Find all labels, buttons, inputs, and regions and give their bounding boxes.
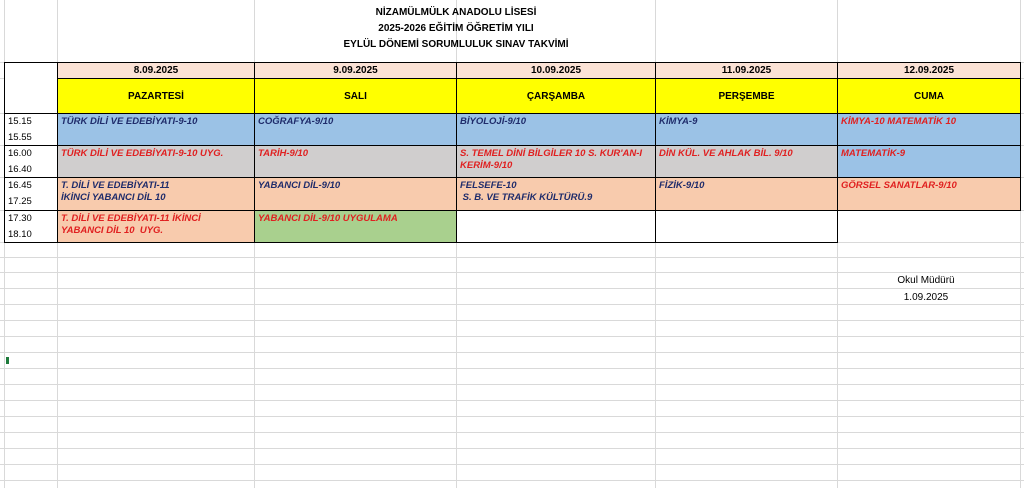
date-header-cell[interactable]: 12.09.2025 — [837, 62, 1021, 79]
time-end: 16.40 — [8, 164, 32, 175]
exam-subject-text: YABANCI DİL-9/10 UYGULAMA — [258, 213, 398, 224]
grid-line — [0, 384, 1024, 385]
exam-subject-text: KİMYA-10 MATEMATİK 10 — [841, 116, 957, 127]
exam-subject-text: TÜRK DİLİ VE EDEBİYATI-9-10 UYG. — [61, 148, 224, 159]
day-header-cell[interactable]: ÇARŞAMBA — [456, 78, 656, 114]
exam-subject-text: S. B. VE TRAFİK KÜLTÜRÜ.9 — [460, 192, 593, 203]
exam-cell[interactable] — [655, 113, 838, 146]
time-slot-cell[interactable] — [4, 210, 58, 243]
exam-subject-text: DİN KÜL. VE AHLAK BİL. 9/10 — [659, 148, 793, 159]
exam-subject-text: T. DİLİ VE EDEBİYATI-11 İKİNCİ — [61, 213, 201, 224]
school-name: NİZAMÜLMÜLK ANADOLU LİSESİ — [375, 7, 537, 18]
exam-cell[interactable] — [57, 113, 255, 146]
exam-subject-text: KİMYA-9 — [659, 116, 698, 127]
exam-subject-text: T. DİLİ VE EDEBİYATI-11 — [61, 180, 170, 191]
exam-subject-text: TÜRK DİLİ VE EDEBİYATI-9-10 — [61, 116, 198, 127]
row-indicator — [6, 357, 9, 364]
grid-line — [0, 336, 1024, 337]
exam-subject-text: TARİH-9/10 — [258, 148, 308, 159]
exam-subject-text: BİYOLOJİ-9/10 — [460, 116, 526, 127]
date-header-cell[interactable]: 10.09.2025 — [456, 62, 656, 79]
exam-cell[interactable] — [456, 177, 656, 211]
exam-cell[interactable] — [655, 177, 838, 211]
signature-date: 1.09.2025 — [903, 292, 949, 303]
exam-cell[interactable] — [837, 113, 1021, 146]
grid-line — [0, 480, 1024, 481]
exam-cell[interactable] — [254, 177, 457, 211]
date-header-cell[interactable]: 9.09.2025 — [254, 62, 457, 79]
exam-cell[interactable] — [57, 145, 255, 178]
date-header-cell[interactable]: 8.09.2025 — [57, 62, 255, 79]
grid-line — [0, 272, 1024, 273]
exam-cell[interactable] — [254, 210, 457, 243]
exam-subject-text: FELSEFE-10 — [460, 180, 517, 191]
time-end: 18.10 — [8, 229, 32, 240]
exam-subject-text: FİZİK-9/10 — [659, 180, 705, 191]
exam-subject-text: GÖRSEL SANATLAR-9/10 — [841, 180, 957, 191]
day-header-cell[interactable]: PERŞEMBE — [655, 78, 838, 114]
exam-subject-text: KERİM-9/10 — [460, 160, 513, 171]
exam-subject-text: YABANCI DİL 10 UYG. — [61, 225, 164, 236]
academic-year: 2025-2026 EĞİTİM ÖĞRETİM YILI — [378, 23, 534, 34]
day-header-cell[interactable]: SALI — [254, 78, 457, 114]
exam-cell[interactable] — [837, 145, 1021, 178]
exam-cell[interactable] — [655, 210, 838, 243]
grid-line — [0, 400, 1024, 401]
grid-line — [0, 464, 1024, 465]
time-slot-cell[interactable] — [4, 113, 58, 146]
exam-cell[interactable] — [456, 113, 656, 146]
time-start: 17.30 — [8, 213, 32, 224]
date-header-cell[interactable]: 11.09.2025 — [655, 62, 838, 79]
grid-line — [0, 448, 1024, 449]
grid-line — [0, 257, 1024, 258]
exam-cell[interactable] — [254, 113, 457, 146]
grid-line — [0, 432, 1024, 433]
exam-cell[interactable] — [456, 210, 656, 243]
exam-schedule-title: EYLÜL DÖNEMİ SORUMLULUK SINAV TAKVİMİ — [343, 39, 569, 50]
time-end: 15.55 — [8, 132, 32, 143]
time-slot-cell[interactable] — [4, 177, 58, 211]
grid-line — [0, 416, 1024, 417]
day-header-cell[interactable]: CUMA — [837, 78, 1021, 114]
grid-line — [0, 288, 1024, 289]
exam-subject-text: İKİNCİ YABANCI DİL 10 — [61, 192, 166, 203]
exam-cell[interactable] — [837, 177, 1021, 211]
day-header-cell[interactable]: PAZARTESİ — [57, 78, 255, 114]
time-end: 17.25 — [8, 196, 32, 207]
time-slot-cell[interactable] — [4, 145, 58, 178]
exam-cell[interactable] — [57, 210, 255, 243]
exam-cell[interactable] — [456, 145, 656, 178]
exam-subject-text: YABANCI DİL-9/10 — [258, 180, 341, 191]
time-start: 16.45 — [8, 180, 32, 191]
time-start: 15.15 — [8, 116, 32, 127]
grid-line — [0, 320, 1024, 321]
exam-subject-text: COĞRAFYA-9/10 — [258, 116, 334, 127]
exam-cell[interactable] — [655, 145, 838, 178]
exam-subject-text: S. TEMEL DİNİ BİLGİLER 10 S. KUR'AN-I — [460, 148, 643, 159]
corner-cell[interactable] — [4, 62, 58, 114]
principal-title: Okul Müdürü — [897, 275, 955, 286]
exam-cell[interactable] — [837, 210, 1021, 243]
grid-line — [0, 352, 1024, 353]
time-start: 16.00 — [8, 148, 32, 159]
grid-line — [0, 304, 1024, 305]
exam-cell[interactable] — [254, 145, 457, 178]
exam-cell[interactable] — [57, 177, 255, 211]
exam-subject-text: MATEMATİK-9 — [841, 148, 906, 159]
grid-line — [0, 368, 1024, 369]
